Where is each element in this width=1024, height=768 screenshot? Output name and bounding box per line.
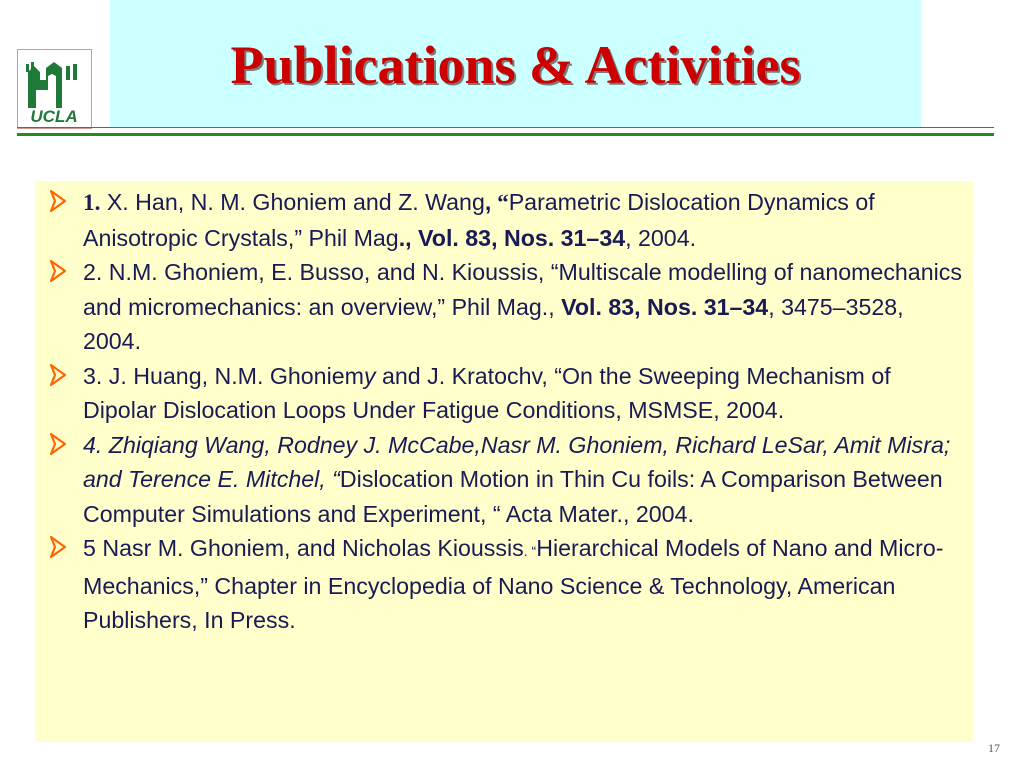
arrow-bullet-icon — [48, 362, 68, 388]
ref-tail: , 2004. — [625, 224, 697, 251]
slide-title: Publications & Activities — [230, 35, 801, 95]
arrow-bullet-icon — [48, 431, 68, 457]
list-item — [35, 255, 973, 359]
ref-tail: Hierarchical Models of Nano and Micro-Mechanics,” Chapter in Encyclopedia of Nano Science & Technology, American Publishers, In Press. — [83, 535, 944, 633]
ref-authors: X. Han, N. M. Ghoniem and Z. Wang — [100, 189, 485, 215]
arrow-bullet-icon — [48, 258, 68, 284]
ref-tail: Dislocation Motion in Thin Cu foils: A Comparison Between Computer Simulations and Experiment, “ Acta Mater., 2004. — [83, 466, 943, 527]
logo-text: UCLA — [30, 107, 78, 126]
ref-comma: , — [484, 189, 492, 215]
list-item — [35, 185, 973, 255]
ref-volume: ., Vol. 83, Nos. 31–34 — [398, 224, 626, 251]
title-banner — [110, 0, 921, 127]
arrow-bullet-icon — [48, 188, 68, 214]
ref-open-quote: “ — [491, 190, 509, 216]
ref-text: 2. N.M. Ghoniem, E. Busso, and N. Kioussis, “Multiscale modelling of nanomechanics and micromechanics: an overview,” Phil Mag., — [83, 259, 962, 320]
ucla-logo-icon — [18, 50, 91, 128]
list-item — [35, 359, 973, 428]
ref-number: 1. — [83, 190, 101, 216]
header-rule-thick — [17, 133, 994, 136]
ref-italic: 4. Zhiqiang Wang, Rodney J. McCabe,Nasr M. Ghoniem, Richard LeSar, Amit Misra; and Terence E. Mitchel, “ — [83, 431, 951, 492]
ref-tail: , 3475–3528, 2004. — [83, 293, 904, 354]
ref-text: 3. J. Huang, N.M. Ghoniem — [83, 362, 364, 389]
ref-text: 5 Nasr M. Ghoniem, and Nicholas Kioussis — [83, 535, 524, 561]
arrow-bullet-icon — [48, 534, 68, 560]
ref-title: Parametric Dislocation Dynamics of Anisotropic Crystals,” Phil Mag — [83, 189, 875, 251]
ref-italic: y — [363, 362, 376, 389]
list-item — [35, 531, 973, 638]
header-rule-thin — [17, 127, 994, 128]
list-item — [35, 428, 973, 532]
ref-volume: Vol. 83, Nos. 31–34 — [561, 293, 769, 320]
publications-panel — [35, 181, 973, 742]
ucla-logo — [17, 49, 92, 129]
publications-list — [35, 185, 973, 638]
page-number: 17 — [988, 741, 1000, 755]
ref-tail: and J. Kratochv, “On the Sweeping Mechanism of Dipolar Dislocation Loops Under Fatigue Conditions, MSMSE, 2004. — [83, 362, 891, 423]
ref-small: . “ — [523, 543, 537, 559]
